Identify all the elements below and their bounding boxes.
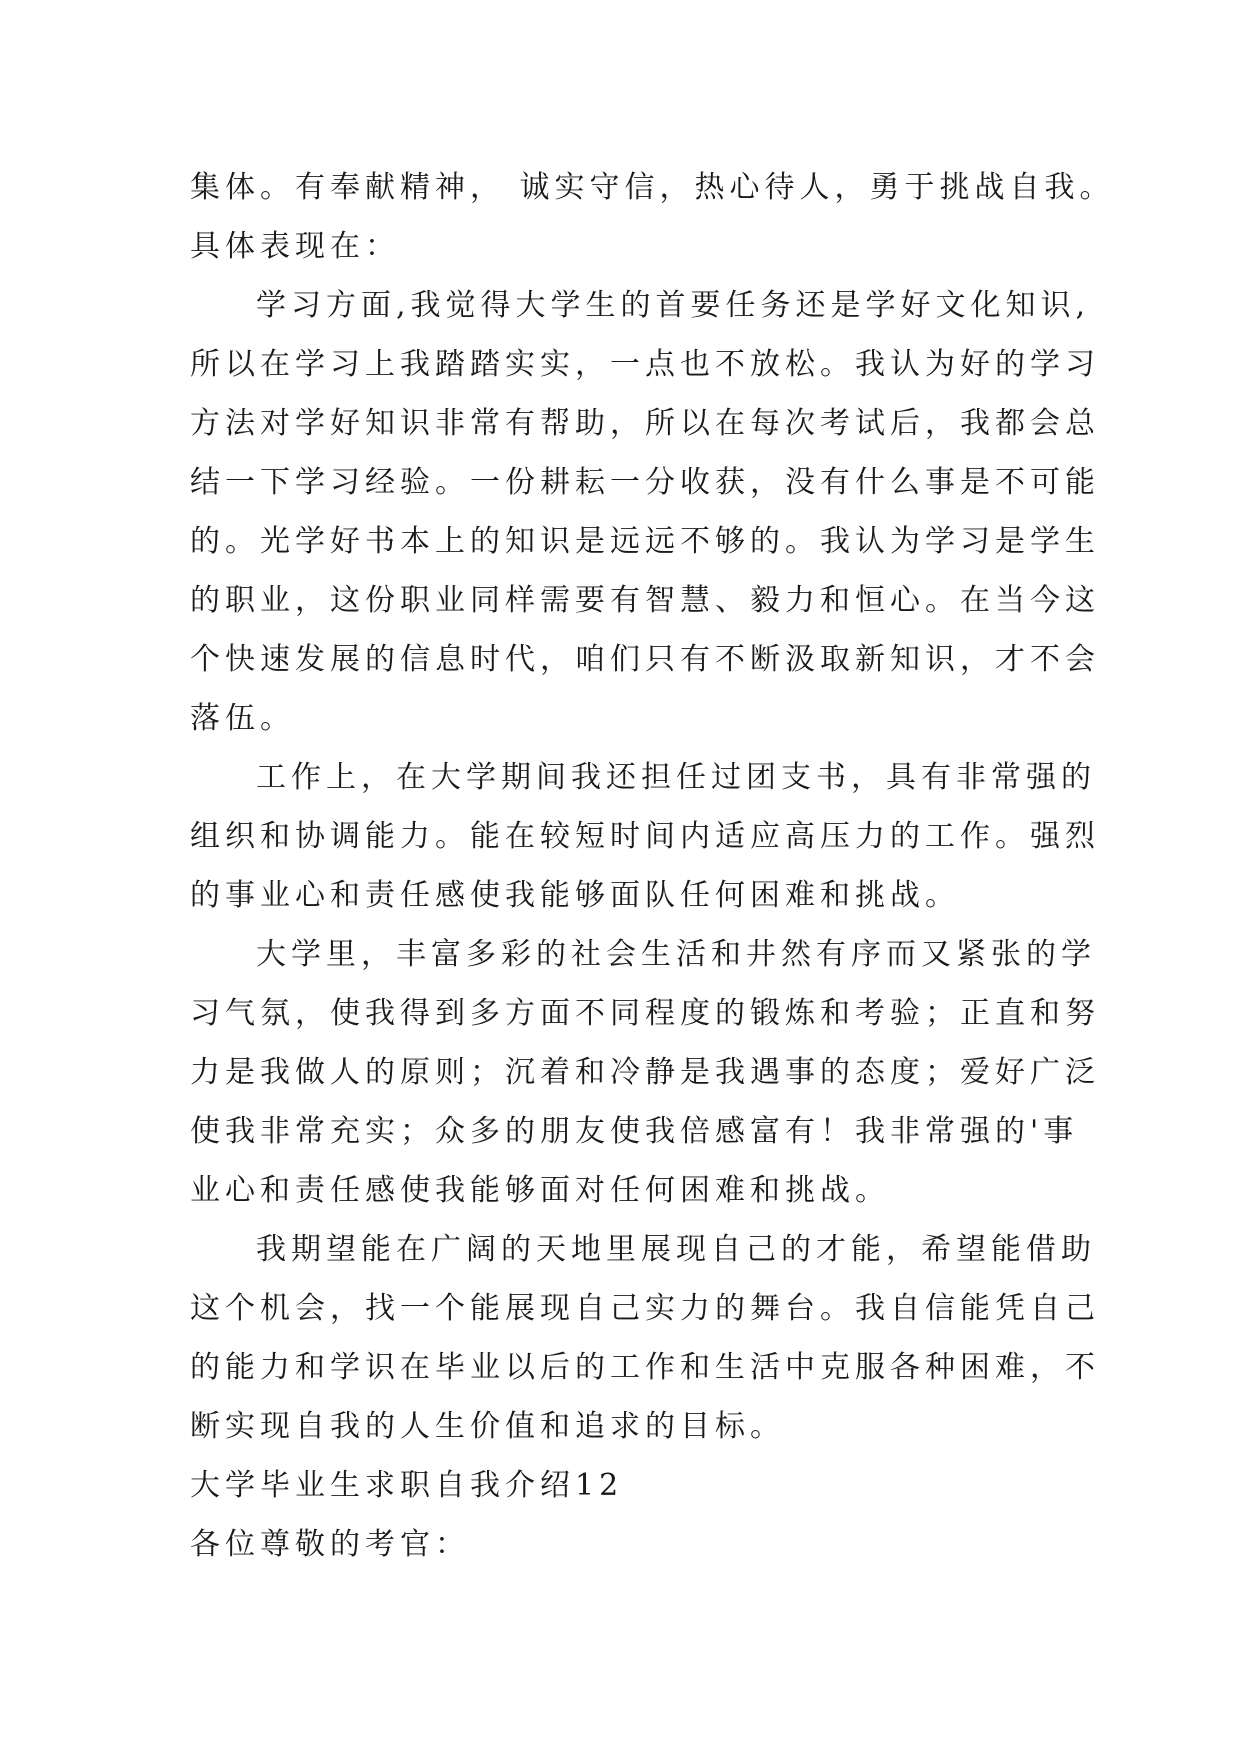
text-line: 这个机会，找一个能展现自己实力的舞台。我自信能凭自己	[190, 1291, 1100, 1326]
paragraph-start-line: 学习方面,我觉得大学生的首要任务还是学好文化知识,	[256, 288, 1091, 323]
document-body	[190, 158, 1115, 1574]
salutation-line: 各位尊敬的考官：	[190, 1527, 470, 1562]
text-line: 组织和协调能力。能在较短时间内适应高压力的工作。强烈	[190, 819, 1100, 854]
text-line: 使我非常充实；众多的朋友使我倍感富有！我非常强的'事	[190, 1114, 1079, 1149]
text-line: 所以在学习上我踏踏实实，一点也不放松。我认为好的学习	[190, 347, 1100, 382]
paragraph-start-line: 工作上，在大学期间我还担任过团支书，具有非常强的	[256, 760, 1096, 795]
text-line: 的事业心和责任感使我能够面队任何困难和挑战。	[190, 878, 960, 913]
section-heading: 大学毕业生求职自我介绍12	[190, 1468, 624, 1503]
text-line: 的。光学好书本上的知识是远远不够的。我认为学习是学生	[190, 524, 1100, 559]
text-line: 力是我做人的原则；沉着和冷静是我遇事的态度；爱好广泛	[190, 1055, 1100, 1090]
text-line: 结一下学习经验。一份耕耘一分收获，没有什么事是不可能	[190, 465, 1100, 500]
text-line: 个快速发展的信息时代，咱们只有不断汲取新知识，才不会	[190, 642, 1100, 677]
text-line: 集体。有奉献精神， 诚实守信，热心待人，勇于挑战自我。	[190, 170, 1115, 205]
text-line: 的能力和学识在毕业以后的工作和生活中克服各种困难，不	[190, 1350, 1100, 1385]
text-line: 方法对学好知识非常有帮助，所以在每次考试后，我都会总	[190, 406, 1100, 441]
text-line: 具体表现在：	[190, 229, 400, 264]
text-line: 业心和责任感使我能够面对任何困难和挑战。	[190, 1173, 890, 1208]
paragraph-start-line: 大学里，丰富多彩的社会生活和井然有序而又紧张的学	[256, 937, 1096, 972]
text-line: 的职业，这份职业同样需要有智慧、毅力和恒心。在当今这	[190, 583, 1100, 618]
text-line: 断实现自我的人生价值和追求的目标。	[190, 1409, 785, 1444]
text-line: 落伍。	[190, 701, 295, 736]
text-line: 习气氛，使我得到多方面不同程度的锻炼和考验；正直和努	[190, 996, 1100, 1031]
paragraph-start-line: 我期望能在广阔的天地里展现自己的才能，希望能借助	[256, 1232, 1096, 1267]
